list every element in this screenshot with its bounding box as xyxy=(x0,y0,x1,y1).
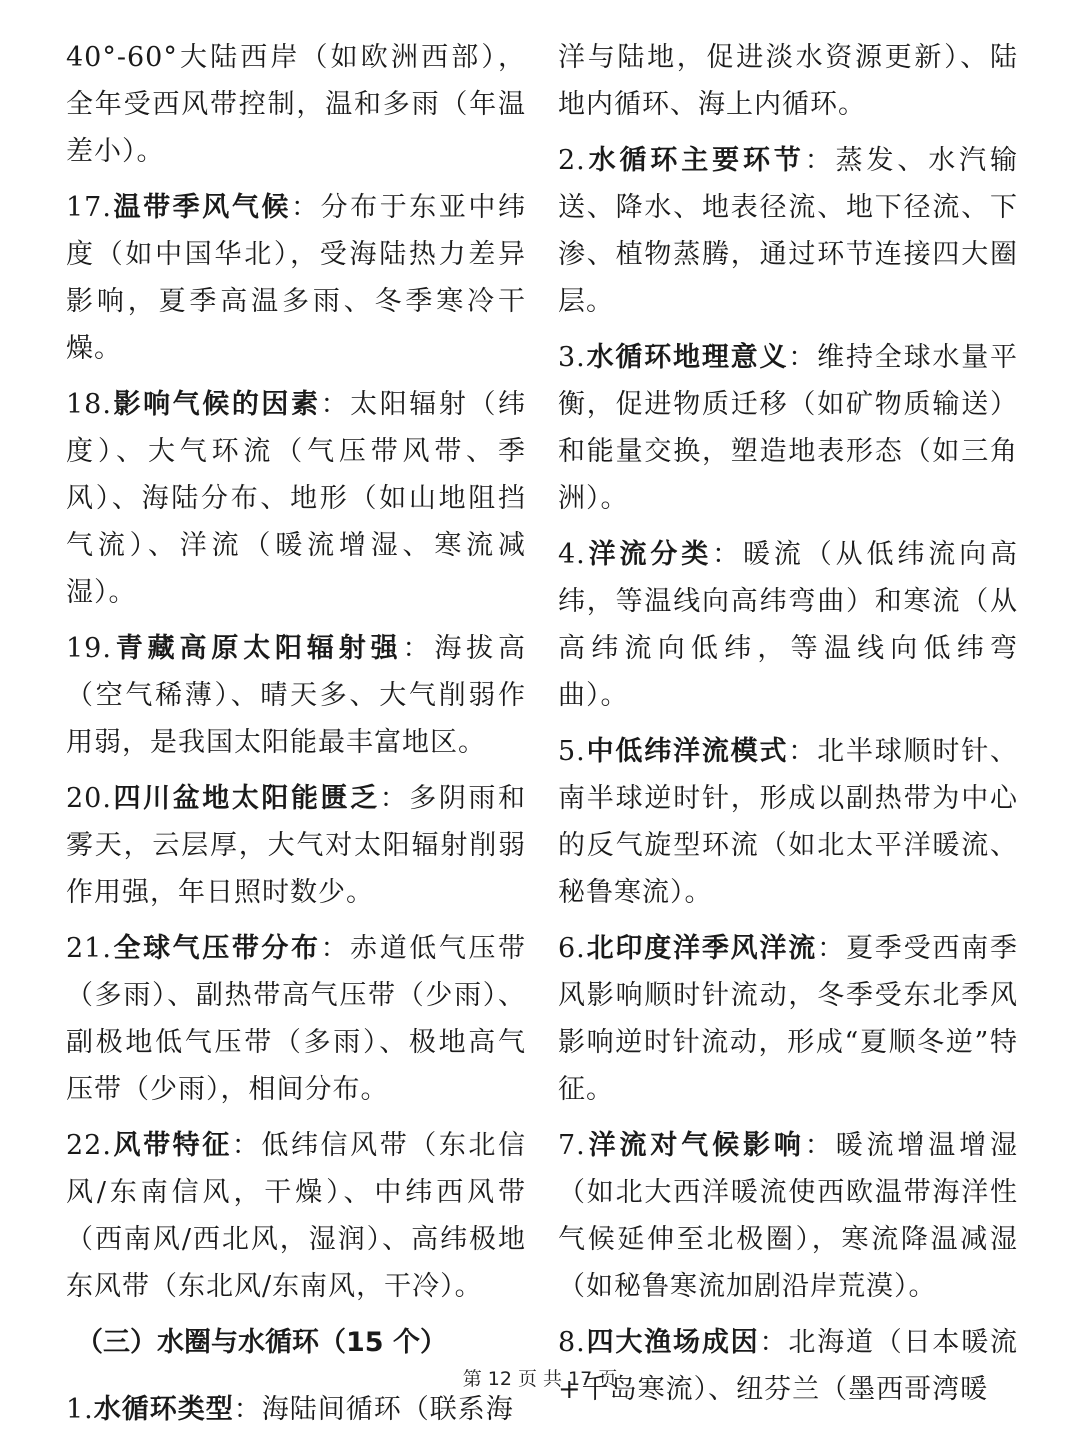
item-number: 4. xyxy=(558,539,586,570)
item-number: 22. xyxy=(66,1130,112,1161)
item-separator: ： xyxy=(320,933,351,964)
page-footer: 第 12 页 共 17 页 xyxy=(462,1368,618,1390)
item-21 xyxy=(66,925,526,1113)
item-body: 维持全球水量平衡，促进物质迁移（如矿物质输送）和能量交换，塑造地表形态（如三角洲）。 xyxy=(558,342,1019,514)
item-17 xyxy=(66,184,526,372)
item-heading: 温带季风气候 xyxy=(111,192,291,223)
item-heading: 风带特征 xyxy=(111,1130,232,1161)
right-column xyxy=(558,34,1018,1422)
item-number: 7. xyxy=(558,1130,586,1161)
item-number: 1. xyxy=(66,1394,94,1425)
item-number: 18. xyxy=(66,389,112,420)
item-heading: 全球气压带分布 xyxy=(111,933,321,964)
item-heading: 中低纬洋流模式 xyxy=(585,736,789,767)
intro-text: 40°-60°大陆西岸（如欧洲西部），全年受西风带控制，温和多雨（年温差小）。 xyxy=(66,42,526,167)
item-7 xyxy=(558,1122,1018,1310)
item-heading: 北印度洋季风洋流 xyxy=(585,933,818,964)
item-separator: ： xyxy=(233,1394,262,1425)
item-separator: ： xyxy=(290,192,321,223)
item-separator: ： xyxy=(402,633,435,664)
item-separator: ： xyxy=(804,1130,836,1161)
item-separator: ： xyxy=(320,389,351,420)
item-separator: ： xyxy=(379,783,410,814)
item-separator: ： xyxy=(817,933,846,964)
item-separator: ： xyxy=(804,145,836,176)
continuation-paragraph xyxy=(558,34,1018,128)
item-number: 6. xyxy=(558,933,586,964)
item-18 xyxy=(66,381,526,616)
left-column xyxy=(66,34,526,1442)
item-19 xyxy=(66,625,526,766)
item-body: 暖流（从低纬流向高纬，等温线向高纬弯曲）和寒流（从高纬流向低纬，等温线向低纬弯曲）。 xyxy=(558,539,1019,711)
item-heading: 影响气候的因素 xyxy=(111,389,321,420)
item-20 xyxy=(66,775,526,916)
item-5 xyxy=(558,728,1018,916)
item-number: 3. xyxy=(558,342,586,373)
item-body: 太阳辐射（纬度）、大气环流（气压带风带、季风）、海陆分布、地形（如山地阻挡气流）、洋流（暖流增湿、寒流减湿）。 xyxy=(66,389,527,608)
item-heading: 洋流对气候影响 xyxy=(585,1130,805,1161)
item-heading: 洋流分类 xyxy=(585,539,713,570)
item-heading: 水循环主要环节 xyxy=(585,145,805,176)
item-heading: 四大渔场成因 xyxy=(585,1327,760,1358)
item-body: 海拔高（空气稀薄）、晴天多、大气削弱作用弱，是我国太阳能最丰富地区。 xyxy=(66,633,527,758)
item-2 xyxy=(558,137,1018,325)
item-separator: ： xyxy=(712,539,744,570)
item-number: 8. xyxy=(558,1327,586,1358)
item-3 xyxy=(558,334,1018,522)
item-body: 蒸发、水汽输送、降水、地表径流、地下径流、下渗、植物蒸腾，通过环节连接四大圈层。 xyxy=(558,145,1019,317)
intro-paragraph xyxy=(66,34,526,175)
item-body: 北半球顺时针、南半球逆时针，形成以副热带为中心的反气旋型环流（如北太平洋暖流、秘鲁寒流）。 xyxy=(558,736,1019,908)
item-body: 分布于东亚中纬度（如中国华北），受海陆热力差异影响，夏季高温多雨、冬季寒冷干燥。 xyxy=(66,192,527,364)
item-heading: 水循环地理意义 xyxy=(585,342,789,373)
continuation-text: 洋与陆地，促进淡水资源更新）、陆地内循环、海上内循环。 xyxy=(558,42,1018,120)
item-number: 20. xyxy=(66,783,112,814)
item-heading: 水循环类型 xyxy=(93,1394,234,1425)
item-body: 海陆间循环（联系海 xyxy=(261,1394,514,1425)
item-separator: ： xyxy=(788,342,818,373)
item-body: 多阴雨和雾天，云层厚，大气对太阳辐射削弱作用强，年日照时数少。 xyxy=(66,783,527,908)
item-1 xyxy=(66,1386,526,1433)
item-body: 北海道（日本暖流+千岛寒流）、纽芬兰（墨西哥湾暖 xyxy=(558,1327,1019,1405)
item-body: 暖流增温增湿（如北大西洋暖流使西欧温带海洋性气候延伸至北极圈），寒流降温减湿（如秘鲁寒流加剧沿岸荒漠）。 xyxy=(558,1130,1019,1302)
item-22 xyxy=(66,1122,526,1310)
item-4 xyxy=(558,531,1018,719)
item-body: 低纬信风带（东北信风/东南信风，干燥）、中纬西风带（西南风/西北风，湿润）、高纬极地东风带（东北风/东南风，干冷）。 xyxy=(66,1130,527,1302)
item-number: 21. xyxy=(66,933,112,964)
item-heading: 青藏高原太阳辐射强 xyxy=(111,633,403,664)
item-body: 赤道低气压带（多雨）、副热带高气压带（少雨）、副极地低气压带（多雨）、极地高气压带（少雨），相间分布。 xyxy=(66,933,527,1105)
item-separator: ： xyxy=(759,1327,789,1358)
item-number: 5. xyxy=(558,736,586,767)
item-heading: 四川盆地太阳能匮乏 xyxy=(111,783,380,814)
item-number: 19. xyxy=(66,633,112,664)
section-title: （三）水圈与水循环（15 个） xyxy=(76,1327,447,1358)
item-number: 17. xyxy=(66,192,112,223)
item-number: 2. xyxy=(558,145,586,176)
item-6 xyxy=(558,925,1018,1113)
item-body: 夏季受西南季风影响顺时针流动，冬季受东北季风影响逆时针流动，形成“夏顺冬逆”特征。 xyxy=(558,933,1019,1105)
item-separator: ： xyxy=(231,1130,262,1161)
item-separator: ： xyxy=(788,736,818,767)
